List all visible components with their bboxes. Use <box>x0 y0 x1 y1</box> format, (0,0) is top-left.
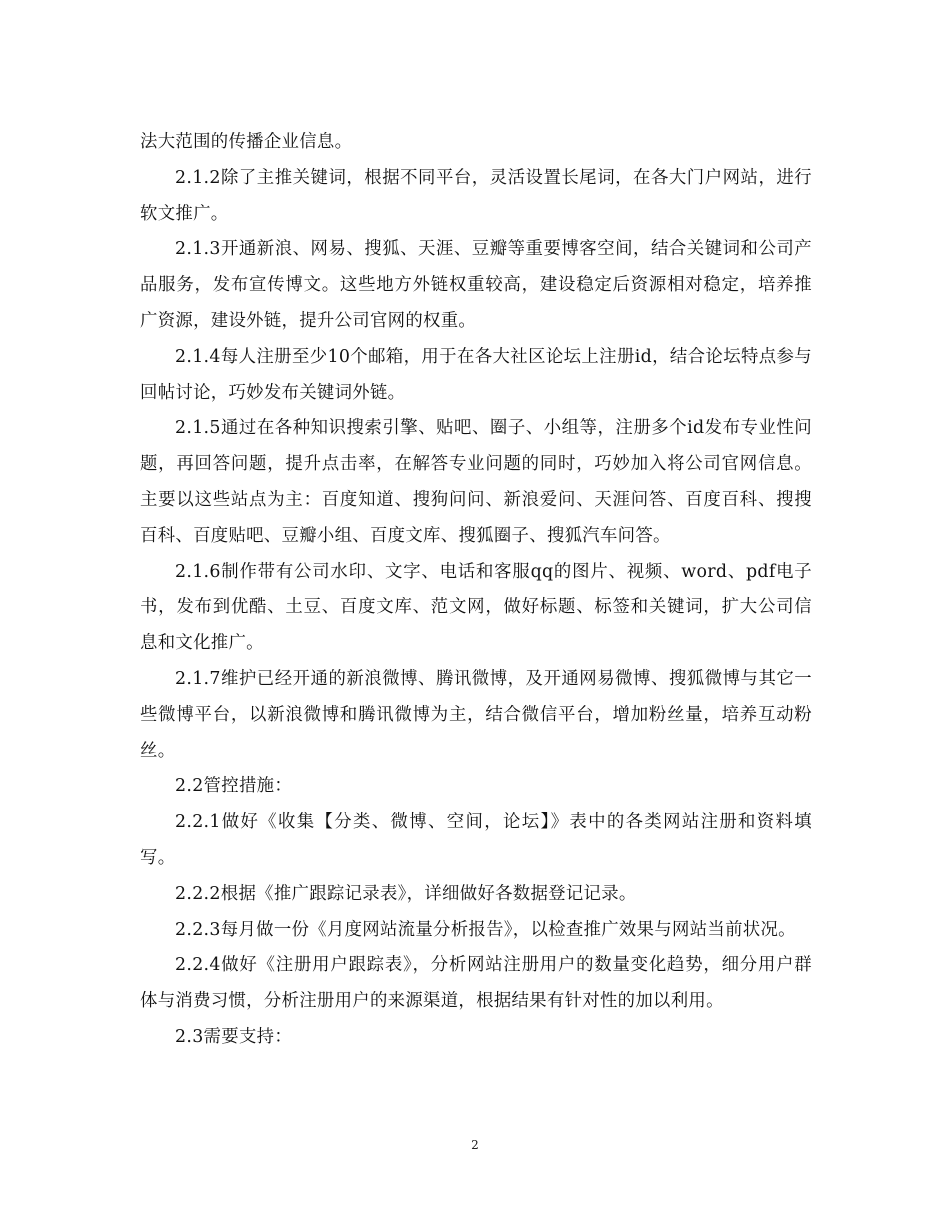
page-number: 2 <box>471 1138 479 1152</box>
paragraph-2-1-2: 2.1.2除了主推关键词，根据不同平台，灵活设置长尾词，在各大门户网站，进行软文推广。 <box>140 167 812 224</box>
paragraph-2-2-4: 2.2.4做好《注册用户跟踪表》，分析网站注册用户的数量变化趋势，细分用户群体与消费习惯，分析注册用户的来源渠道，根据结果有针对性的加以利用。 <box>140 955 812 1012</box>
paragraph-2-1-5: 2.1.5通过在各种知识搜索引擎、贴吧、圈子、小组等，注册多个id发布专业性问题，再回答问题，提升点击率，在解答专业问题的同时，巧妙加入将公司官网信息。主要以这些站点为主：百度知道、搜狗问问、新浪爱问、天涯问答、百度百科、搜搜百科、百度贴吧、豆瓣小组、百度文库、搜狐圈子、搜狐汽车问答。 <box>140 418 812 546</box>
section-heading-2-3: 2.3需要支持： <box>175 1026 293 1047</box>
section-heading-2-2: 2.2管控措施： <box>175 776 293 797</box>
paragraph-2-2-1: 2.2.1做好《收集【分类、微博、空间，论坛】》表中的各类网站注册和资料填写。 <box>140 812 812 868</box>
paragraph-2-1-6: 2.1.6制作带有公司水印、文字、电话和客服qq的图片、视频、word、pdf电子书，发布到优酷、土豆、百度文库、范文网，做好标题、标签和关键词，扩大公司信息和文化推广。 <box>140 561 812 654</box>
document-body <box>140 125 812 1056</box>
paragraph-2-2-2: 2.2.2根据《推广跟踪记录表》，详细做好各数据登记记录。 <box>175 883 637 904</box>
paragraph-2-1-7: 2.1.7维护已经开通的新浪微博、腾讯微博，及开通网易微博、搜狐微博与其它一些微博平台，以新浪微博和腾讯微博为主，结合微信平台，增加粉丝量，培养互动粉丝。 <box>140 668 812 761</box>
paragraph-2-1-3: 2.1.3开通新浪、网易、搜狐、天涯、豆瓣等重要博客空间，结合关键词和公司产品服务，发布宣传博文。这些地方外链权重较高，建设稳定后资源相对稳定，培养推广资源，建设外链，提升公司官网的权重。 <box>140 239 812 331</box>
paragraph-2-2-3: 2.2.3每月做一份《月度网站流量分析报告》，以检查推广效果与网站当前状况。 <box>175 919 796 940</box>
paragraph: 法大范围的传播企业信息。 <box>140 132 353 152</box>
paragraph-2-1-4: 2.1.4每人注册至少10个邮箱，用于在各大社区论坛上注册id，结合论坛特点参与回帖讨论，巧妙发布关键词外链。 <box>140 346 812 403</box>
